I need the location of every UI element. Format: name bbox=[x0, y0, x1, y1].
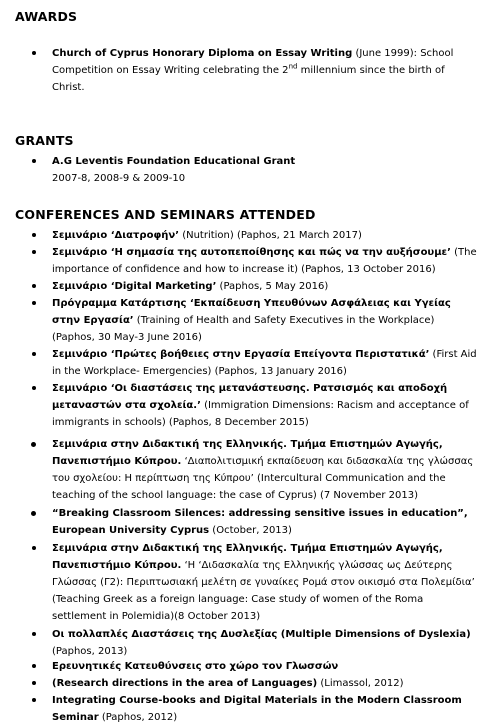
conference-title: Σεμινάριο ‘Πρώτες βοήθειες στην Εργασία Επείγοντα Περιστατικά’ bbox=[52, 349, 430, 360]
bullet-icon bbox=[32, 284, 36, 288]
conference-detail: (Limassol, 2012) bbox=[317, 678, 404, 689]
bullet-icon bbox=[32, 233, 36, 237]
awards-heading: AWARDS bbox=[15, 9, 78, 24]
conference-detail: (Training of Health and Safety Executives in the Workplace) bbox=[133, 315, 435, 326]
conference-detail: (Paphos, 2012) bbox=[98, 712, 178, 723]
conference-detail: (Immigration Dimensions: Racism and acceptance of bbox=[200, 400, 469, 411]
conference-item bbox=[52, 658, 482, 675]
conferences-heading: CONFERENCES AND SEMINARS ATTENDED bbox=[15, 207, 316, 222]
conference-title: Σεμινάριο ‘Digital Marketing’ bbox=[52, 281, 217, 292]
conference-detail: teaching of the school language: the case of Cyprus) (7 November 2013) bbox=[52, 490, 418, 501]
conference-detail: settlement in Polemidia)(8 October 2013) bbox=[52, 611, 261, 622]
bullet-icon bbox=[32, 698, 36, 702]
conference-title: Integrating Course-books and Digital Materials in the Modern Classroom bbox=[52, 695, 462, 706]
bullet-icon bbox=[31, 442, 36, 447]
award-text: millennium since the birth of bbox=[297, 65, 445, 76]
conference-detail: (October, 2013) bbox=[209, 525, 292, 536]
conference-detail: (First Aid bbox=[429, 349, 477, 360]
conference-detail: importance of confidence and how to increase it) (Paphos, 13 October 2016) bbox=[52, 264, 436, 275]
conference-detail: (Nutrition) (Paphos, 21 March 2017) bbox=[179, 230, 362, 241]
conference-title: Σεμινάρια στην Διδακτική της Ελληνικής. Τμήμα Επιστημών Αγωγής, bbox=[52, 439, 443, 450]
grant-years: 2007-8, 2008-9 & 2009-10 bbox=[52, 173, 186, 184]
conference-detail: Γλώσσας (Γ2): Περιπτωσιακή μελέτη σε γυναίκες Ρομά στον οικισμό στα Πολεμίδια’ bbox=[52, 577, 475, 588]
award-superscript: nd bbox=[288, 62, 298, 71]
bullet-icon bbox=[32, 681, 36, 685]
conference-detail: (Paphos, 5 May 2016) bbox=[216, 281, 329, 292]
award-text: Competition on Essay Writing celebrating the 2 bbox=[52, 65, 289, 76]
conference-title: μεταναστών στα σχολεία.’ bbox=[52, 400, 201, 411]
award-title: Church of Cyprus Honorary Diploma on Essay Writing bbox=[52, 48, 353, 59]
conference-detail: ‘Διαπολιτισμική εκπαίδευση και διδασκαλία της γλώσσας bbox=[181, 456, 474, 467]
conference-detail: του σχολείου: Η περίπτωση της Κύπρου’ (Intercultural Communication and the bbox=[52, 473, 446, 484]
conference-item bbox=[52, 675, 482, 692]
conference-title: Σεμινάρια στην Διδακτική της Ελληνικής. Τμήμα Επιστημών Αγωγής, bbox=[52, 543, 443, 554]
bullet-icon bbox=[32, 664, 36, 668]
conference-detail: (The bbox=[450, 247, 477, 258]
conference-item bbox=[52, 295, 482, 346]
bullet-icon bbox=[32, 250, 36, 254]
conference-item bbox=[52, 505, 482, 539]
award-text: Christ. bbox=[52, 82, 85, 93]
conference-title: Πανεπιστήμιο Κύπρου. bbox=[52, 560, 182, 571]
award-detail: (June 1999): School bbox=[352, 48, 454, 59]
bullet-icon bbox=[31, 511, 36, 516]
conference-detail: (Teaching Greek as a foreign language: Case study of women of the Roma bbox=[52, 594, 424, 605]
conference-item bbox=[52, 380, 482, 431]
bullet-icon bbox=[32, 546, 36, 550]
conference-title: Ερευνητικές Κατευθύνσεις στο χώρο τον Γλωσσών bbox=[52, 661, 339, 672]
conference-title: European University Cyprus bbox=[52, 525, 210, 536]
conference-detail: (Paphos, 2013) bbox=[52, 646, 128, 657]
bullet-icon bbox=[32, 386, 36, 390]
conference-detail: in the Workplace- Emergencies) (Paphos, 13 January 2016) bbox=[52, 366, 347, 377]
conference-item bbox=[52, 540, 482, 625]
conference-item bbox=[52, 278, 482, 295]
conference-title: (Research directions in the area of Languages) bbox=[52, 678, 318, 689]
conference-item bbox=[52, 626, 482, 660]
bullet-icon bbox=[32, 301, 36, 305]
bullet-icon bbox=[32, 51, 36, 55]
conference-title: Seminar bbox=[52, 712, 99, 723]
conference-title: στην Εργασία’ bbox=[52, 315, 134, 326]
conference-title: Πανεπιστήμιο Κύπρου. bbox=[52, 456, 182, 467]
conference-title: Σεμινάριο ‘Διατροφήν’ bbox=[52, 230, 180, 241]
conference-item bbox=[52, 346, 482, 380]
conference-item bbox=[52, 692, 482, 726]
bullet-icon bbox=[32, 352, 36, 356]
conference-detail: ‘Η ‘Διδασκαλία της Ελληνικής γλώσσας ως Δεύτερης bbox=[181, 560, 453, 571]
bullet-icon bbox=[32, 159, 36, 163]
conference-item bbox=[52, 436, 482, 504]
conference-detail: immigrants in schools) (Paphos, 8 December 2015) bbox=[52, 417, 309, 428]
conference-title: Οι πολλαπλές Διαστάσεις της Δυσλεξίας (Multiple Dimensions of Dyslexia) bbox=[52, 629, 471, 640]
conference-detail: (Paphos, 30 May-3 June 2016) bbox=[52, 332, 202, 343]
bullet-icon bbox=[32, 632, 36, 636]
grants-heading: GRANTS bbox=[15, 133, 74, 148]
conference-item bbox=[52, 244, 482, 278]
award-item bbox=[52, 45, 482, 96]
conference-title: Σεμινάριο ‘Οι διαστάσεις της μετανάστευσης. Ρατσισμός και αποδοχή bbox=[52, 383, 448, 394]
grant-title: A.G Leventis Foundation Educational Grant bbox=[52, 156, 296, 167]
conference-title: “Breaking Classroom Silences: addressing sensitive issues in education”, bbox=[52, 508, 468, 519]
grant-item bbox=[52, 153, 482, 187]
conference-title: Πρόγραμμα Κατάρτισης ‘Εκπαίδευση Υπευθύνων Ασφάλειας και Υγείας bbox=[52, 298, 451, 309]
conference-title: Σεμινάριο ‘Η σημασία της αυτοπεποίθησης και πώς να την αυξήσουμε’ bbox=[52, 247, 451, 258]
conference-item bbox=[52, 227, 482, 244]
